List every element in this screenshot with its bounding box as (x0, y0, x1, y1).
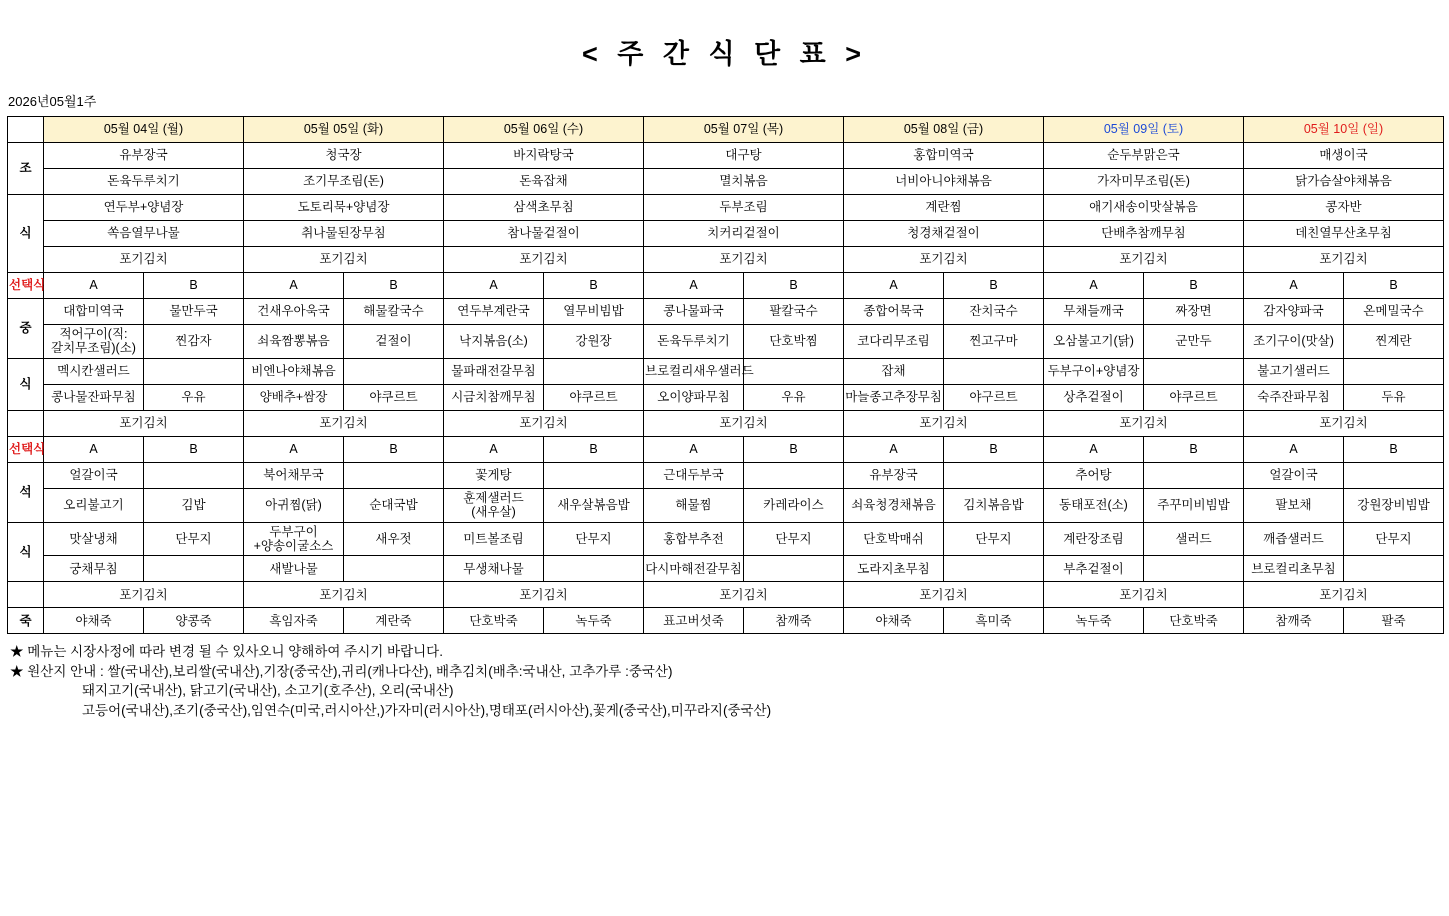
breakfast-item: 포기김치 (1244, 247, 1444, 273)
dinner-item-a: 추어탕 (1044, 462, 1144, 488)
porridge-item-a: 참깨죽 (1244, 608, 1344, 634)
dinner-item-b: 단무지 (144, 522, 244, 556)
lunch-option-a-header: A (844, 273, 944, 299)
lunch-item-b: 야쿠르트 (1144, 384, 1244, 410)
lunch-item-a: 건새우아욱국 (244, 299, 344, 325)
lunch-item-a: 브로컬리새우샐러드 (644, 358, 744, 384)
breakfast-item: 돈육두루치기 (44, 169, 244, 195)
porridge-item-b: 참깨죽 (744, 608, 844, 634)
lunch-option-b-header: B (1344, 273, 1444, 299)
lunch-item-a: 조기구이(맛살) (1244, 325, 1344, 359)
lunch-item-a: 낙지볶음(소) (444, 325, 544, 359)
dinner-item-b (144, 462, 244, 488)
table-header-row (8, 117, 1444, 143)
lunch-item-a: 마늘종고추장무침 (844, 384, 944, 410)
breakfast-item: 두부조림 (644, 195, 844, 221)
dinner-item-b: 단무지 (1344, 522, 1444, 556)
breakfast-item: 포기김치 (44, 247, 244, 273)
lunch-kimchi: 포기김치 (644, 410, 844, 436)
dinner-option-a-header: A (44, 436, 144, 462)
dinner-kimchi-row (8, 582, 1444, 608)
lunch-row-2 (8, 325, 1444, 359)
dinner-item-a: 훈제샐러드(새우살) (444, 488, 544, 522)
lunch-item-b (944, 358, 1044, 384)
lunch-item-a: 불고기샐러드 (1244, 358, 1344, 384)
lunch-item-b: 찐감자 (144, 325, 244, 359)
dinner-option-a-header: A (844, 436, 944, 462)
lunch-item-b: 야쿠르트 (544, 384, 644, 410)
dinner-option-b-header: B (144, 436, 244, 462)
row-label-breakfast-1: 조 (8, 143, 44, 195)
row-label-breakfast-2: 식 (8, 195, 44, 273)
dinner-item-a: 북어채무국 (244, 462, 344, 488)
lunch-item-a: 상추겉절이 (1044, 384, 1144, 410)
lunch-option-a-header: A (444, 273, 544, 299)
dinner-item-a: 깨즙샐러드 (1244, 522, 1344, 556)
note-line-2: ★ 원산지 안내 : 쌀(국내산),보리쌀(국내산),기장(중국산),귀리(캐나다산), 배추김치(배추:국내산, 고추가루 :중국산) (10, 663, 673, 679)
dinner-item-b: 카레라이스 (744, 488, 844, 522)
dinner-item-a: 맛살냉채 (44, 522, 144, 556)
column-header-1: 05월 04일 (월) (44, 117, 244, 143)
lunch-item-b: 우유 (744, 384, 844, 410)
dinner-row-2 (8, 488, 1444, 522)
porridge-item-b: 양콩죽 (144, 608, 244, 634)
dinner-item-a: 꽃게탕 (444, 462, 544, 488)
dinner-item-a: 브로컬리초무침 (1244, 556, 1344, 582)
lunch-item-a: 감자양파국 (1244, 299, 1344, 325)
table-corner-cell (8, 117, 44, 143)
dinner-option-a-header: A (1044, 436, 1144, 462)
dinner-item-a: 동태포전(소) (1044, 488, 1144, 522)
dinner-item-b (1344, 556, 1444, 582)
lunch-item-a: 숙주잔파무침 (1244, 384, 1344, 410)
lunch-item-a: 콩나물파국 (644, 299, 744, 325)
breakfast-item: 포기김치 (444, 247, 644, 273)
dinner-option-a-header: A (244, 436, 344, 462)
porridge-item-b: 흑미죽 (944, 608, 1044, 634)
breakfast-item: 데친열무산초무침 (1244, 221, 1444, 247)
lunch-item-a: 비엔나야채볶음 (244, 358, 344, 384)
dinner-item-a: 해물찜 (644, 488, 744, 522)
dinner-item-b (344, 462, 444, 488)
lunch-row-3 (8, 358, 1444, 384)
dinner-item-b: 단무지 (744, 522, 844, 556)
breakfast-item: 삼색초무침 (444, 195, 644, 221)
breakfast-item: 포기김치 (244, 247, 444, 273)
dinner-item-b (744, 556, 844, 582)
spacer-cell (8, 410, 44, 436)
dinner-item-b (1344, 462, 1444, 488)
lunch-item-a: 무채들깨국 (1044, 299, 1144, 325)
row-label-porridge: 죽 (8, 608, 44, 634)
dinner-item-b (944, 556, 1044, 582)
breakfast-row-5 (8, 247, 1444, 273)
breakfast-item: 조기무조림(돈) (244, 169, 444, 195)
weekly-menu-table (7, 116, 1444, 634)
column-header-2: 05월 05일 (화) (244, 117, 444, 143)
dinner-option-b-header: B (344, 436, 444, 462)
row-label-select: 선택식 (8, 436, 44, 462)
lunch-item-b: 물만두국 (144, 299, 244, 325)
dinner-item-a: 다시마해전갈무침 (644, 556, 744, 582)
breakfast-item: 청국장 (244, 143, 444, 169)
row-label-lunch-1: 중 (8, 299, 44, 359)
breakfast-item: 바지락탕국 (444, 143, 644, 169)
dinner-item-a: 도라지초무침 (844, 556, 944, 582)
dinner-item-a: 새발나물 (244, 556, 344, 582)
dinner-item-a: 오리불고기 (44, 488, 144, 522)
dinner-item-b: 김치볶음밥 (944, 488, 1044, 522)
lunch-item-b (144, 358, 244, 384)
lunch-item-b: 야쿠르트 (344, 384, 444, 410)
dinner-item-a: 미트볼조림 (444, 522, 544, 556)
dinner-option-b-header: B (744, 436, 844, 462)
lunch-option-b-header: B (144, 273, 244, 299)
porridge-item-b: 단호박죽 (1144, 608, 1244, 634)
breakfast-item: 연두부+양념장 (44, 195, 244, 221)
row-label-dinner-2: 식 (8, 522, 44, 582)
breakfast-item: 대구탕 (644, 143, 844, 169)
dinner-kimchi: 포기김치 (1244, 582, 1444, 608)
dinner-row-3 (8, 522, 1444, 556)
row-label-select: 선택식 (8, 273, 44, 299)
lunch-item-b: 온메밀국수 (1344, 299, 1444, 325)
dinner-item-a: 홍합부추전 (644, 522, 744, 556)
lunch-item-a: 양배추+쌈장 (244, 384, 344, 410)
lunch-ab-row (8, 273, 1444, 299)
breakfast-item: 계란찜 (844, 195, 1044, 221)
lunch-item-a: 쇠육짬뽕볶음 (244, 325, 344, 359)
dinner-item-b (544, 556, 644, 582)
lunch-option-b-header: B (744, 273, 844, 299)
lunch-item-a: 잡채 (844, 358, 944, 384)
lunch-item-b (744, 358, 844, 384)
page-title: < 주 간 식 단 표 > (582, 39, 867, 69)
lunch-item-a: 연두부계란국 (444, 299, 544, 325)
breakfast-row-1 (8, 143, 1444, 169)
dinner-item-b: 순대국밥 (344, 488, 444, 522)
dinner-item-b (1144, 462, 1244, 488)
column-header-3: 05월 06일 (수) (444, 117, 644, 143)
lunch-option-a-header: A (644, 273, 744, 299)
breakfast-item: 포기김치 (1044, 247, 1244, 273)
lunch-item-a: 대합미역국 (44, 299, 144, 325)
breakfast-item: 청경채겉절이 (844, 221, 1044, 247)
breakfast-item: 가자미무조림(돈) (1044, 169, 1244, 195)
lunch-item-b: 찐고구마 (944, 325, 1044, 359)
lunch-item-b (1144, 358, 1244, 384)
lunch-option-b-header: B (344, 273, 444, 299)
dinner-item-b: 새우살볶음밥 (544, 488, 644, 522)
dinner-option-b-header: B (944, 436, 1044, 462)
dinner-option-a-header: A (644, 436, 744, 462)
dinner-kimchi: 포기김치 (644, 582, 844, 608)
lunch-item-b: 찐계란 (1344, 325, 1444, 359)
breakfast-item: 홍합미역국 (844, 143, 1044, 169)
note-line-4: 고등어(국내산),조기(중국산),임연수(미국,러시아산,)가자미(러시아산),명태포(러시아산),꽃게(중국산),미꾸라지(중국산) (82, 702, 772, 718)
lunch-item-b (1344, 358, 1444, 384)
dinner-item-a: 단호박매쉬 (844, 522, 944, 556)
dinner-item-a: 무생채나물 (444, 556, 544, 582)
lunch-item-a: 두부구이+양념장 (1044, 358, 1144, 384)
lunch-item-b: 야구르트 (944, 384, 1044, 410)
dinner-option-b-header: B (1344, 436, 1444, 462)
column-header-7: 05월 10일 (일) (1244, 117, 1444, 143)
dinner-item-b: 강원장비빔밥 (1344, 488, 1444, 522)
porridge-item-a: 야채죽 (44, 608, 144, 634)
lunch-kimchi: 포기김치 (444, 410, 644, 436)
breakfast-item: 도토리묵+양념장 (244, 195, 444, 221)
lunch-item-b: 해물칼국수 (344, 299, 444, 325)
lunch-item-b: 군만두 (1144, 325, 1244, 359)
lunch-item-b: 강원장 (544, 325, 644, 359)
breakfast-row-2 (8, 169, 1444, 195)
dinner-option-b-header: B (544, 436, 644, 462)
porridge-item-a: 녹두죽 (1044, 608, 1144, 634)
lunch-kimchi: 포기김치 (1244, 410, 1444, 436)
dinner-item-b (1144, 556, 1244, 582)
dinner-item-b (944, 462, 1044, 488)
breakfast-item: 단배추참깨무침 (1044, 221, 1244, 247)
dinner-item-b: 주꾸미비빔밥 (1144, 488, 1244, 522)
dinner-item-b (744, 462, 844, 488)
breakfast-item: 애기새송이맛살볶음 (1044, 195, 1244, 221)
notes-block (0, 634, 1449, 720)
dinner-item-a: 근대두부국 (644, 462, 744, 488)
porridge-item-b: 녹두죽 (544, 608, 644, 634)
dinner-item-b: 김밥 (144, 488, 244, 522)
lunch-option-a-header: A (1044, 273, 1144, 299)
lunch-item-b: 우유 (144, 384, 244, 410)
breakfast-item: 콩자반 (1244, 195, 1444, 221)
lunch-item-b: 팔칼국수 (744, 299, 844, 325)
breakfast-item: 닭가슴살야채볶음 (1244, 169, 1444, 195)
lunch-item-a: 적어구이(직:갈치무조림)(소) (44, 325, 144, 359)
porridge-item-b: 팔죽 (1344, 608, 1444, 634)
breakfast-item: 너비아니야채볶음 (844, 169, 1044, 195)
spacer-cell (8, 582, 44, 608)
dinner-item-a: 얼갈이국 (44, 462, 144, 488)
lunch-kimchi: 포기김치 (1044, 410, 1244, 436)
lunch-item-a: 오삼불고기(닭) (1044, 325, 1144, 359)
lunch-kimchi: 포기김치 (44, 410, 244, 436)
lunch-kimchi: 포기김치 (244, 410, 444, 436)
lunch-row-1 (8, 299, 1444, 325)
breakfast-item: 포기김치 (644, 247, 844, 273)
dinner-kimchi: 포기김치 (444, 582, 644, 608)
breakfast-item: 취나물된장무침 (244, 221, 444, 247)
dinner-kimchi: 포기김치 (244, 582, 444, 608)
dinner-item-b: 새우젓 (344, 522, 444, 556)
breakfast-row-4 (8, 221, 1444, 247)
lunch-item-b (544, 358, 644, 384)
column-header-4: 05월 07일 (목) (644, 117, 844, 143)
dinner-option-a-header: A (444, 436, 544, 462)
lunch-item-a: 코다리무조림 (844, 325, 944, 359)
lunch-item-a: 오이양파무침 (644, 384, 744, 410)
dinner-item-a: 쇠육청경채볶음 (844, 488, 944, 522)
breakfast-row-3 (8, 195, 1444, 221)
lunch-option-b-header: B (944, 273, 1044, 299)
lunch-item-b: 두유 (1344, 384, 1444, 410)
lunch-item-b: 잔치국수 (944, 299, 1044, 325)
lunch-item-b: 짜장면 (1144, 299, 1244, 325)
breakfast-item: 멸치볶음 (644, 169, 844, 195)
column-header-6: 05월 09일 (토) (1044, 117, 1244, 143)
note-line-1: ★ 메뉴는 시장사정에 따라 변경 될 수 있사오니 양해하여 주시기 바랍니다. (10, 644, 443, 660)
breakfast-item: 포기김치 (844, 247, 1044, 273)
lunch-item-a: 돈육두루치기 (644, 325, 744, 359)
breakfast-item: 돈육잡채 (444, 169, 644, 195)
porridge-item-a: 야채죽 (844, 608, 944, 634)
dinner-item-a: 계란장조림 (1044, 522, 1144, 556)
dinner-item-b (344, 556, 444, 582)
dinner-item-a: 유부장국 (844, 462, 944, 488)
lunch-item-a: 콩나물잔파무침 (44, 384, 144, 410)
lunch-item-b: 열무비빔밥 (544, 299, 644, 325)
dinner-item-a: 부추겉절이 (1044, 556, 1144, 582)
dinner-ab-row (8, 436, 1444, 462)
breakfast-item: 쏙음열무나물 (44, 221, 244, 247)
lunch-item-a: 시금치참깨무침 (444, 384, 544, 410)
lunch-item-a: 멕시칸샐러드 (44, 358, 144, 384)
dinner-option-a-header: A (1244, 436, 1344, 462)
dinner-item-b: 단무지 (544, 522, 644, 556)
breakfast-item: 유부장국 (44, 143, 244, 169)
dinner-item-b (144, 556, 244, 582)
lunch-item-a: 물파래전갈무침 (444, 358, 544, 384)
row-label-lunch-2: 식 (8, 358, 44, 410)
dinner-option-b-header: B (1144, 436, 1244, 462)
dinner-item-b (544, 462, 644, 488)
dinner-item-b: 단무지 (944, 522, 1044, 556)
lunch-option-b-header: B (544, 273, 644, 299)
lunch-option-a-header: A (1244, 273, 1344, 299)
dinner-item-a: 아귀찜(닭) (244, 488, 344, 522)
dinner-row-1 (8, 462, 1444, 488)
porridge-item-a: 흑임자죽 (244, 608, 344, 634)
dinner-row-4 (8, 556, 1444, 582)
lunch-option-a-header: A (44, 273, 144, 299)
lunch-kimchi-row (8, 410, 1444, 436)
lunch-item-b (344, 358, 444, 384)
breakfast-item: 치커리겉절이 (644, 221, 844, 247)
row-label-dinner-1: 석 (8, 462, 44, 522)
lunch-kimchi: 포기김치 (844, 410, 1044, 436)
breakfast-item: 참나물겉절이 (444, 221, 644, 247)
dinner-item-a: 궁채무침 (44, 556, 144, 582)
column-header-5: 05월 08일 (금) (844, 117, 1044, 143)
porridge-item-a: 표고버섯죽 (644, 608, 744, 634)
porridge-row (8, 608, 1444, 634)
dinner-kimchi: 포기김치 (844, 582, 1044, 608)
lunch-option-b-header: B (1144, 273, 1244, 299)
dinner-kimchi: 포기김치 (44, 582, 244, 608)
dinner-kimchi: 포기김치 (1044, 582, 1244, 608)
dinner-item-a: 팔보채 (1244, 488, 1344, 522)
dinner-item-b: 샐러드 (1144, 522, 1244, 556)
lunch-row-4 (8, 384, 1444, 410)
lunch-item-b: 단호박찜 (744, 325, 844, 359)
breakfast-item: 매생이국 (1244, 143, 1444, 169)
note-line-3: 돼지고기(국내산), 닭고기(국내산), 소고기(호주산), 오리(국내산) (82, 683, 454, 699)
dinner-item-a: 얼갈이국 (1244, 462, 1344, 488)
lunch-item-b: 겉절이 (344, 325, 444, 359)
dinner-item-a: 두부구이+양송이굴소스 (244, 522, 344, 556)
lunch-item-a: 종합어묵국 (844, 299, 944, 325)
week-label: 2026년05월1주 (8, 94, 97, 109)
porridge-item-a: 단호박죽 (444, 608, 544, 634)
breakfast-item: 순두부맑은국 (1044, 143, 1244, 169)
lunch-option-a-header: A (244, 273, 344, 299)
porridge-item-b: 계란죽 (344, 608, 444, 634)
